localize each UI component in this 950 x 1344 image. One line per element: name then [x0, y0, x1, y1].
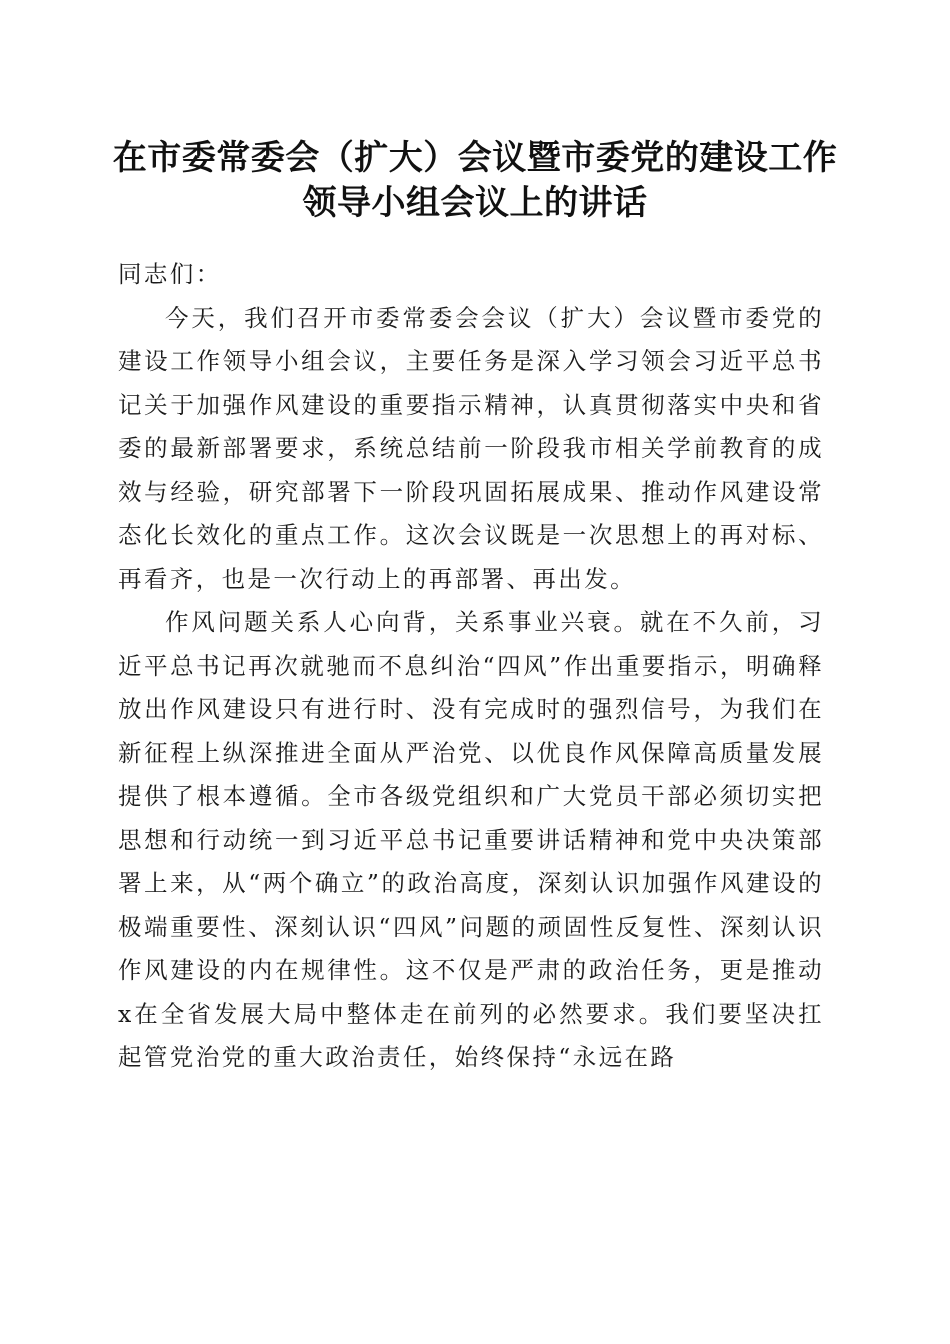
document-body — [118, 253, 824, 1080]
paragraph-2: 作风问题关系人心向背，关系事业兴衰。就在不久前，习近平总书记再次就驰而不息纠治“四风”作出重要指示，明确释放出作风建设只有进行时、没有完成时的强烈信号，为我们在新征程上纵深推进全面从严治党、以优良作风保障高质量发展提供了根本遵循。全市各级党组织和广大党员干部必须切实把思想和行动统一到习近平总书记重要讲话精神和党中央决策部署上来，从“两个确立”的政治高度，深刻认识加强作风建设的极端重要性、深刻认识“四风”问题的顽固性反复性、深刻认识作风建设的内在规律性。这不仅是严肃的政治任务，更是推动x在全省发展大局中整体走在前列的必然要求。我们要坚决扛起管党治党的重大政治责任，始终保持“永远在路 — [118, 608, 824, 1071]
document-title: 在市委常委会（扩大）会议暨市委党的建设工作领导小组会议上的讲话 — [112, 138, 838, 223]
salutation: 同志们： — [118, 260, 222, 288]
paragraph-1: 今天，我们召开市委常委会会议（扩大）会议暨市委党的建设工作领导小组会议，主要任务是深入学习领会习近平总书记关于加强作风建设的重要指示精神，认真贯彻落实中央和省委的最新部署要求，系统总结前一阶段我市相关学前教育的成效与经验，研究部署下一阶段巩固拓展成果、推动作风建设常态化长效化的重点工作。这次会议既是一次思想上的再对标、再看齐，也是一次行动上的再部署、再出发。 — [118, 303, 824, 593]
